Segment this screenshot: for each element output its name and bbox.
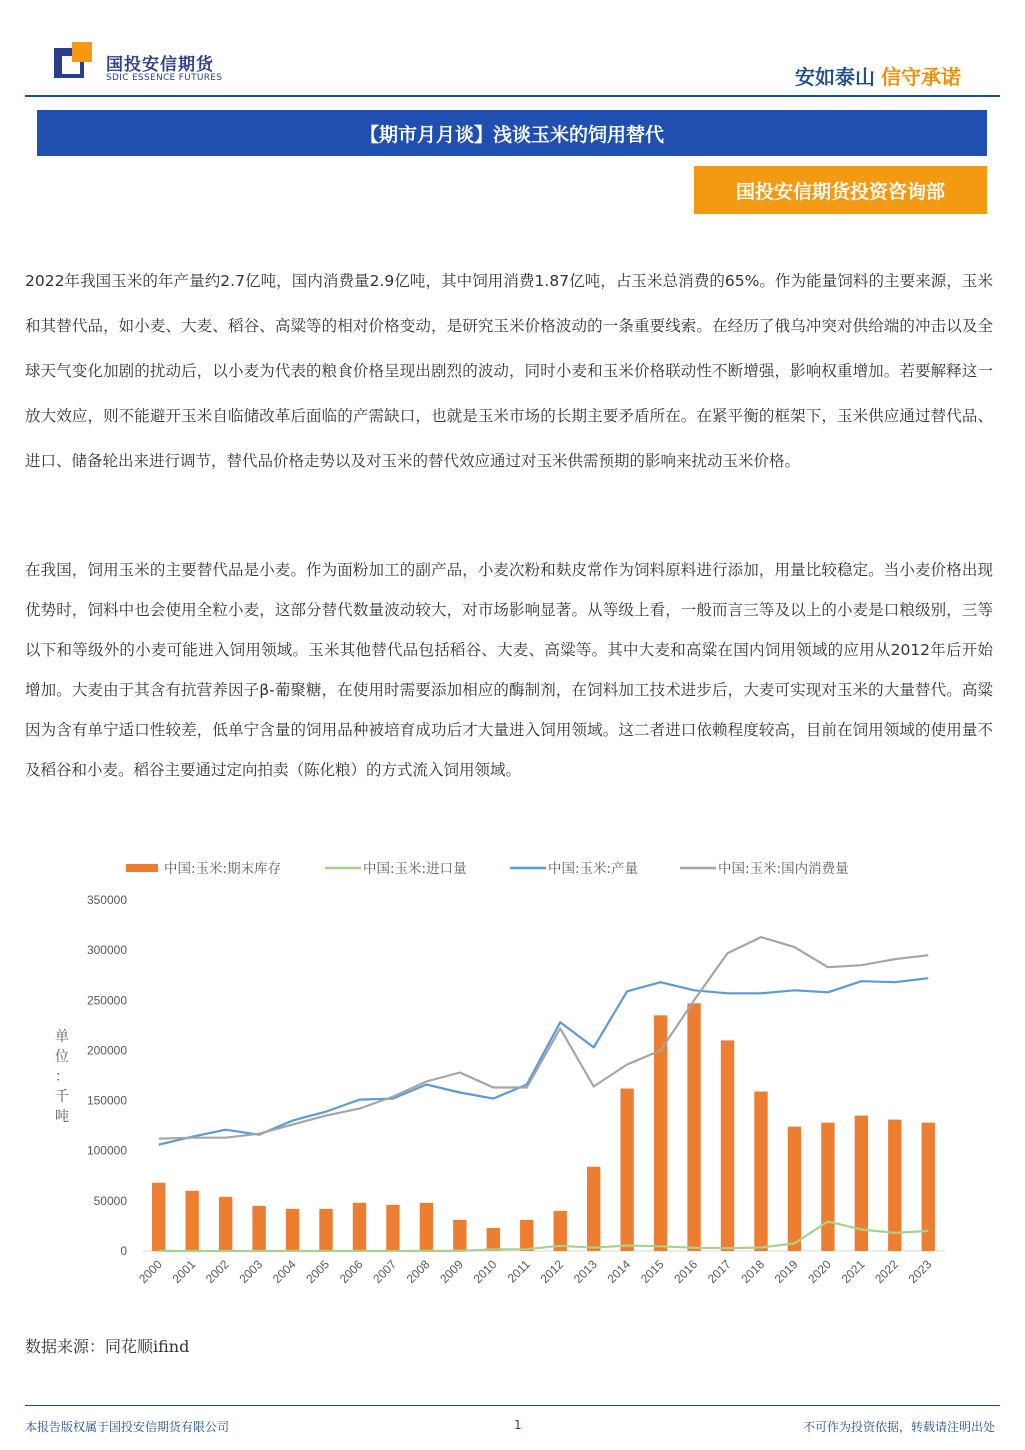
bar-inventory xyxy=(520,1220,533,1251)
x-tick-label: 2018 xyxy=(738,1257,768,1287)
series-line-3 xyxy=(159,937,929,1139)
x-tick-label: 2019 xyxy=(771,1257,801,1287)
bar-inventory xyxy=(620,1089,633,1251)
x-tick-label: 2004 xyxy=(269,1257,299,1287)
x-tick-label: 2009 xyxy=(437,1257,466,1287)
report-title: 【期市月月谈】浅谈玉米的饲用替代 xyxy=(37,110,987,156)
x-tick-label: 2008 xyxy=(403,1257,433,1287)
corn-supply-demand-chart xyxy=(20,845,1005,1315)
paragraph-2: 在我国，饲用玉米的主要替代品是小麦。作为面粉加工的副产品，小麦次粉和麸皮常作为饲料原料进行添加，用量比较稳定。当小麦价格出现优势时，饲料中也会使用全粒小麦，这部分替代数量波动较大，对市场影响显著。从等级上看，一般而言三等及以上的小麦是口粮级别，三等以下和等级外的小麦可能进入饲用领域。玉米其他替代品包括稻谷、大麦、高粱等。其中大麦和高粱在国内饲用领域的应用从2012年后开始增加。大麦由于其含有抗营养因子β-葡聚糖，在使用时需要添加相应的酶制剂，在饲料加工技术进步后，大麦可实现对玉米的大量替代。高粱因为含有单宁适口性较差，低单宁含量的饲用品种被培育成功后才大量进入饲用领域。这二者进口依赖程度较高，目前在饲用领域的使用量不及稻谷和小麦。稻谷主要通过定向拍卖（陈化粮）的方式流入饲用领域。 xyxy=(25,561,993,779)
slogan-part-1: 安如泰山 xyxy=(795,65,875,89)
y-axis-title-char: 位 xyxy=(55,1049,69,1065)
bar-inventory xyxy=(721,1040,734,1251)
y-tick-label: 250000 xyxy=(86,993,127,1008)
x-tick-label: 2016 xyxy=(671,1257,701,1287)
bar-inventory xyxy=(821,1123,834,1251)
page-header xyxy=(0,0,1025,100)
bar-inventory xyxy=(252,1206,265,1251)
x-tick-label: 2000 xyxy=(136,1257,165,1287)
x-tick-label: 2006 xyxy=(336,1257,366,1287)
y-tick-label: 100000 xyxy=(86,1143,127,1158)
x-tick-label: 2017 xyxy=(704,1257,734,1287)
x-tick-label: 2015 xyxy=(637,1257,667,1287)
x-tick-label: 2020 xyxy=(805,1257,835,1287)
legend-swatch-bar xyxy=(126,864,158,872)
bar-inventory xyxy=(453,1220,466,1251)
x-tick-label: 2010 xyxy=(470,1257,500,1287)
data-source: 数据来源：同花顺ifind xyxy=(25,1337,190,1356)
bar-inventory xyxy=(587,1167,600,1251)
bar-inventory xyxy=(754,1092,767,1251)
slogan-part-2: 信守承诺 xyxy=(881,65,961,89)
page-number: 1 xyxy=(514,1418,522,1432)
y-axis-title-char: 单 xyxy=(55,1029,69,1045)
bar-inventory xyxy=(286,1209,299,1251)
x-tick-label: 2002 xyxy=(202,1257,232,1287)
footer-copyright: 本报告版权属于国投安信期货有限公司 xyxy=(25,1420,230,1434)
y-axis-title-char: 吨 xyxy=(55,1109,69,1125)
x-tick-label: 2023 xyxy=(905,1257,935,1287)
bar-inventory xyxy=(152,1183,165,1251)
company-logo-icon xyxy=(54,42,96,84)
footer-disclaimer: 不可作为投资依据，转载请注明出处 xyxy=(802,1420,995,1434)
footer-divider xyxy=(25,1405,1000,1406)
legend-label: 中国:玉米:产量 xyxy=(548,861,639,877)
y-tick-label: 300000 xyxy=(86,943,127,958)
department-label: 国投安信期货投资咨询部 xyxy=(694,166,987,214)
x-tick-label: 2022 xyxy=(872,1257,901,1287)
y-tick-label: 50000 xyxy=(93,1193,127,1208)
x-tick-label: 2021 xyxy=(838,1257,868,1287)
paragraph-1: 2022年我国玉米的年产量约2.7亿吨，国内消费量2.9亿吨，其中饲用消费1.87亿吨，占玉米总消费的65%。作为能量饲料的主要来源，玉米和其替代品，如小麦、大麦、稻谷、高粱等的相对价格变动，是研究玉米价格波动的一条重要线索。在经历了俄乌冲突对供给端的冲击以及全球天气变化加剧的扰动后，以小麦为代表的粮食价格呈现出剧烈的波动，同时小麦和玉米价格联动性不断增强，影响权重增加。若要解释这一放大效应，则不能避开玉米自临储改革后面临的产需缺口，也就是玉米市场的长期主要矛盾所在。在紧平衡的框架下，玉米供应通过替代品、进口、储备轮出来进行调节，替代品价格走势以及对玉米的替代效应通过对玉米供需预期的影响来扰动玉米价格。 xyxy=(25,272,993,470)
bar-inventory xyxy=(386,1205,399,1251)
series-line-1 xyxy=(159,1221,929,1251)
bar-inventory xyxy=(319,1209,332,1251)
bar-inventory xyxy=(353,1203,366,1251)
slogan xyxy=(795,61,961,90)
bar-inventory xyxy=(420,1203,433,1251)
company-name-cn: 国投安信期货 xyxy=(106,55,214,75)
y-tick-label: 0 xyxy=(120,1244,127,1258)
legend-label: 中国:玉米:国内消费量 xyxy=(718,861,849,877)
header-divider xyxy=(25,95,1000,97)
x-tick-label: 2012 xyxy=(537,1257,567,1287)
x-tick-label: 2001 xyxy=(169,1257,199,1287)
bar-inventory xyxy=(687,1003,700,1251)
x-tick-label: 2007 xyxy=(370,1257,400,1287)
y-tick-label: 350000 xyxy=(86,893,127,907)
bar-inventory xyxy=(185,1191,198,1251)
x-tick-label: 2003 xyxy=(236,1257,266,1287)
bar-inventory xyxy=(788,1127,801,1251)
y-tick-label: 200000 xyxy=(86,1043,127,1058)
bar-inventory xyxy=(888,1120,901,1251)
x-tick-label: 2005 xyxy=(303,1257,333,1287)
legend-label: 中国:玉米:期末库存 xyxy=(164,861,282,877)
y-axis-title-char: ： xyxy=(55,1069,69,1085)
legend-label: 中国:玉米:进口量 xyxy=(363,861,467,877)
bar-inventory xyxy=(487,1228,500,1251)
x-tick-label: 2013 xyxy=(571,1257,600,1287)
y-tick-label: 150000 xyxy=(86,1093,127,1108)
series-line-2 xyxy=(159,978,929,1144)
bar-inventory xyxy=(219,1197,232,1251)
x-tick-label: 2014 xyxy=(604,1257,634,1287)
y-axis-title-char: 千 xyxy=(55,1089,69,1105)
company-name-en: SDIC ESSENCE FUTURES xyxy=(106,73,223,83)
x-tick-label: 2011 xyxy=(504,1257,533,1286)
